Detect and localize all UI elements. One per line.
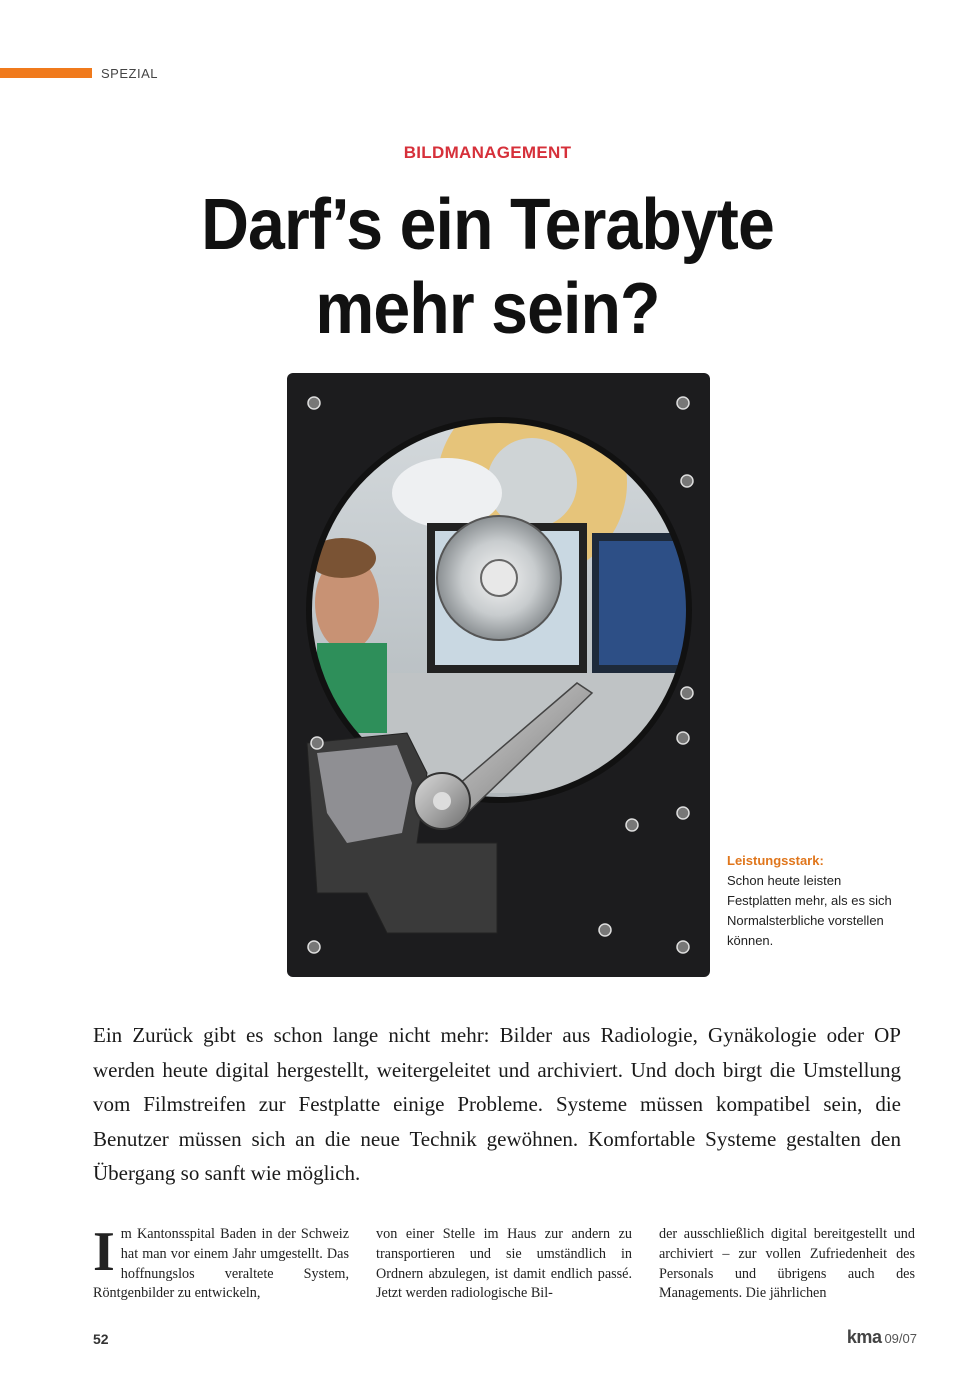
headline-line-1: Darf’s ein Terabyte bbox=[201, 185, 774, 265]
section-label: SPEZIAL bbox=[101, 66, 158, 81]
caption-title: Leistungsstark: bbox=[727, 853, 824, 868]
drop-cap: I bbox=[93, 1221, 115, 1283]
page-number: 52 bbox=[93, 1331, 109, 1347]
figure-caption bbox=[727, 851, 897, 951]
caption-text: Schon heute leisten Festplatten mehr, als es sich Normalsterbliche vorstellen können. bbox=[727, 873, 892, 948]
article-kicker: BILDMANAGEMENT bbox=[403, 143, 572, 162]
brand-logo: kma bbox=[846, 1327, 882, 1347]
lead-paragraph: Ein Zurück gibt es schon lange nicht mehr: Bilder aus Radiologie, Gynäkologie oder OP werden heute digital hergestellt, weitergeleitet und archiviert. Und doch birgt die Umstellung vom Filmstreifen zur Festplatte einige Probleme. Systeme müssen kompatibel sein, die Benutzer müssen sich an die neue Technik gewöhnen. Komfortable Systeme gestalten den Übergang so sanft wie möglich. bbox=[93, 1023, 901, 1185]
footer-brand-issue bbox=[847, 1327, 917, 1348]
issue-number: 09/07 bbox=[884, 1331, 917, 1346]
body-column-1 bbox=[93, 1221, 349, 1304]
body-columns bbox=[93, 1221, 915, 1307]
headline-line-2: mehr sein? bbox=[315, 269, 660, 349]
body-column-3: der ausschließlich digital bereitgestellt und archiviert – zur vollen Zufriedenheit des Personals und übrigens auch des Managements. Die jährlichen bbox=[659, 1226, 915, 1302]
body-column-2: von einer Stelle im Haus zur andern zu transportieren und sie umständlich in Ordnern abzulegen, ist damit endlich passé. Jetzt werden radiologische Bil- bbox=[376, 1226, 632, 1302]
article-headline bbox=[39, 183, 936, 351]
section-accent-bar bbox=[0, 68, 92, 78]
hard-drive-photo bbox=[287, 373, 710, 977]
column-1-text: m Kantonsspital Baden in der Schweiz hat man vor einem Jahr umgestellt. Das hoffnungslos veraltete System, Röntgenbilder zu entwickeln, bbox=[93, 1226, 349, 1302]
